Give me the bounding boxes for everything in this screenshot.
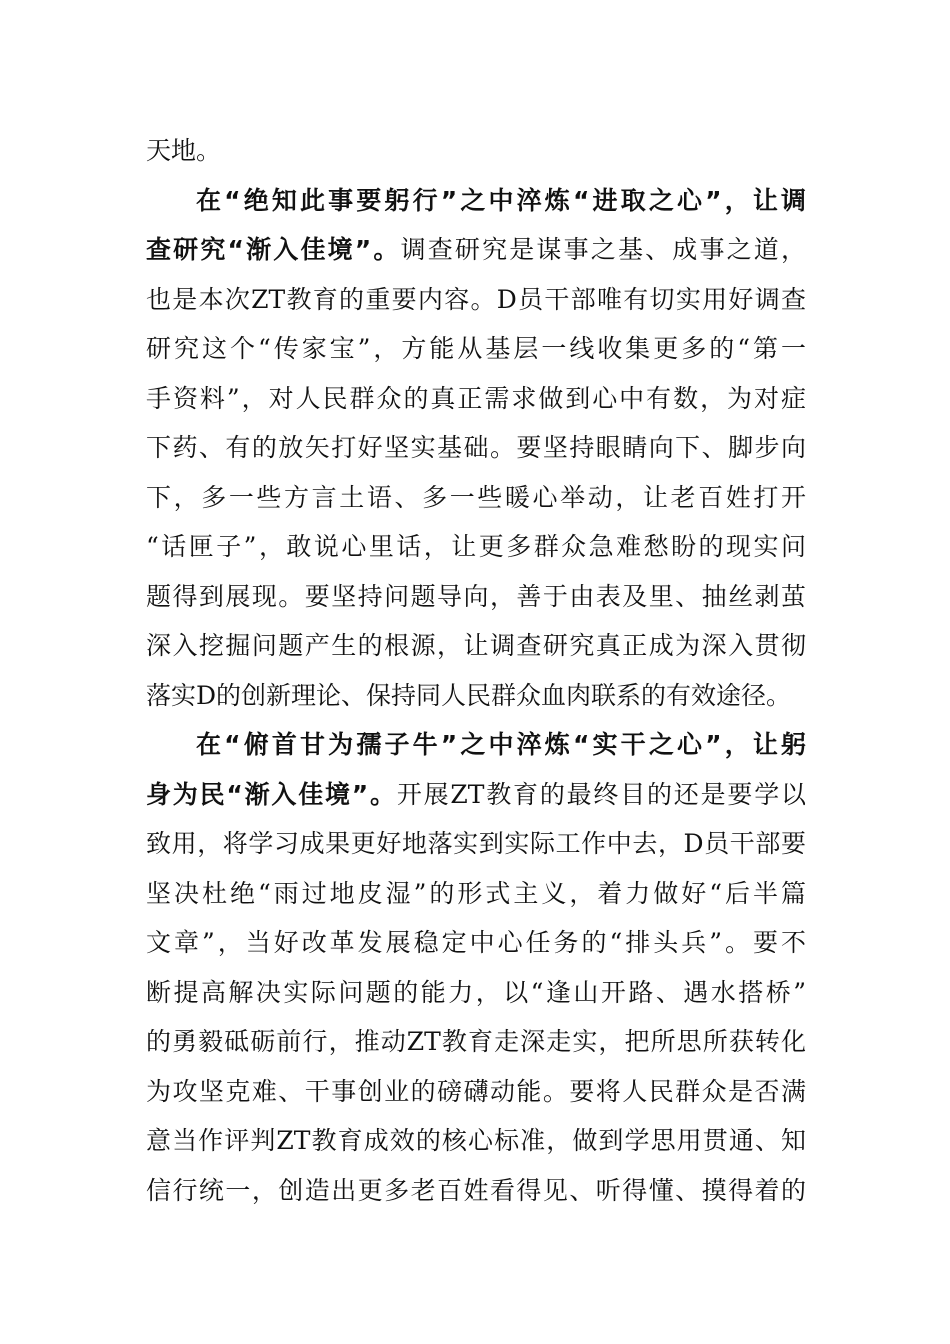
body-text: “话匣子”，敢说心里话，让更多群众急难愁盼的现实问: [146, 532, 806, 561]
body-text: 调查研究是谋事之基、成事之道，: [400, 235, 806, 264]
text-line: [146, 1116, 806, 1166]
text-line: [146, 324, 806, 374]
text-line: [146, 770, 806, 820]
text-line: [146, 126, 806, 176]
text-line: [146, 423, 806, 473]
body-text: 手资料”，对人民群众的真正需求做到心中有数，为对症: [146, 383, 806, 413]
text-line: [146, 1166, 806, 1216]
text-line: [146, 819, 806, 869]
text-line: [146, 473, 806, 523]
bold-heading-text: 身为民“渐入佳境”。: [146, 779, 397, 809]
text-line: [146, 671, 806, 721]
text-line: [146, 374, 806, 424]
text-line: [146, 621, 806, 671]
body-text: 落实D的创新理论、保持同人民群众血肉联系的有效途径。: [146, 680, 792, 710]
text-line: [146, 522, 806, 572]
text-line: [146, 1067, 806, 1117]
body-text: 信行统一，创造出更多老百姓看得见、听得懂、摸得着的: [146, 1175, 806, 1205]
bold-heading-text: 在“绝知此事要躬行”之中淬炼“进取之心”，让调: [196, 185, 806, 215]
text-line: [146, 869, 806, 919]
body-text: 致用，将学习成果更好地落实到实际工作中去，D员干部要: [146, 829, 806, 858]
body-text: 研究这个“传家宝”，方能从基层一线收集更多的“第一: [146, 334, 806, 363]
document-body: [146, 126, 806, 1215]
body-text: 深入挖掘问题产生的根源，让调查研究真正成为深入贯彻: [146, 631, 806, 660]
bold-heading-text: 在“俯首甘为孺子牛”之中淬炼“实干之心”，让躬: [196, 730, 806, 759]
body-text: 意当作评判ZT教育成效的核心标准，做到学思用贯通、知: [146, 1126, 806, 1155]
text-line: [146, 918, 806, 968]
body-text: 天地。: [146, 136, 222, 165]
body-text: 为攻坚克难、干事创业的磅礴动能。要将人民群众是否满: [146, 1076, 806, 1106]
body-text: 题得到展现。要坚持问题导向，善于由表及里、抽丝剥茧: [146, 581, 806, 611]
body-text: 的勇毅砥砺前行，推动ZT教育走深走实，把所思所获转化: [146, 1027, 806, 1056]
text-line: [146, 1017, 806, 1067]
body-text: 文章”，当好改革发展稳定中心任务的“排头兵”。要不: [146, 928, 806, 957]
body-text: 断提高解决实际问题的能力，以“逢山开路、遇水搭桥”: [146, 977, 806, 1007]
text-line: [146, 968, 806, 1018]
text-line: [146, 275, 806, 325]
text-line: [146, 572, 806, 622]
body-text: 开展ZT教育的最终目的还是要学以: [396, 779, 806, 809]
body-text: 也是本次ZT教育的重要内容。D员干部唯有切实用好调查: [146, 284, 806, 314]
body-text: 坚决杜绝“雨过地皮湿”的形式主义，着力做好“后半篇: [146, 878, 806, 908]
body-text: 下，多一些方言土语、多一些暖心举动，让老百姓打开: [146, 482, 806, 512]
body-text: 下药、有的放矢打好坚实基础。要坚持眼睛向下、脚步向: [146, 433, 806, 462]
text-line: [146, 225, 806, 275]
bold-heading-text: 查研究“渐入佳境”。: [146, 235, 401, 264]
text-line: [146, 176, 806, 226]
text-line: [146, 720, 806, 770]
